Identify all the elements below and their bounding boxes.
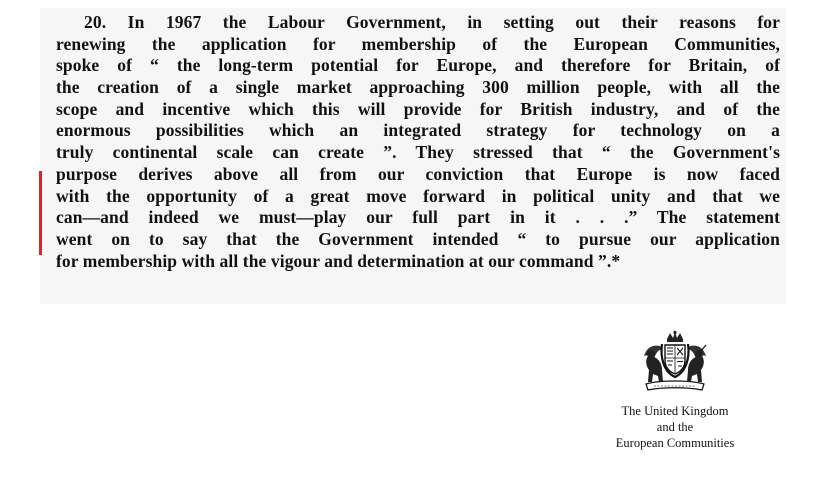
paragraph-20: [56, 12, 780, 272]
royal-coat-of-arms-icon: [640, 330, 710, 394]
paragraph-line: truly continental scale can create ”. They stressed that “ the Government's: [56, 142, 780, 163]
paragraph-line: the creation of a single market approaching 300 million people, with all the: [56, 77, 780, 98]
publication-caption: [600, 403, 750, 451]
paragraph-line: 20. In 1967 the Labour Government, in setting out their reasons for: [84, 12, 780, 32]
paragraph-line: went on to say that the Government intended “ to pursue our application: [56, 228, 780, 249]
paragraph-line: enormous possibilities which an integrated strategy for technology on a: [56, 120, 780, 141]
caption-line-2: and the: [656, 420, 694, 434]
red-margin-marker: [39, 171, 42, 255]
paragraph-line: for membership with all the vigour and determination at our command ”.*: [56, 250, 621, 271]
paragraph-line: can—and indeed we must—play our full part in it . . .” The statement: [56, 207, 780, 228]
paragraph-line: scope and incentive which this will provide for British industry, and of the: [56, 98, 780, 119]
caption-line-1: The United Kingdom: [621, 404, 729, 418]
paragraph-line: with the opportunity of a great move forward in political unity and that we: [56, 185, 780, 206]
caption-line-3: European Communities: [615, 436, 735, 450]
paragraph-line: spoke of “ the long-term potential for Europe, and therefore for Britain, of: [56, 55, 780, 76]
paragraph-line: purpose derives above all from our conviction that Europe is now faced: [56, 163, 780, 184]
paragraph-line: renewing the application for membership of the European Communities,: [56, 33, 780, 54]
